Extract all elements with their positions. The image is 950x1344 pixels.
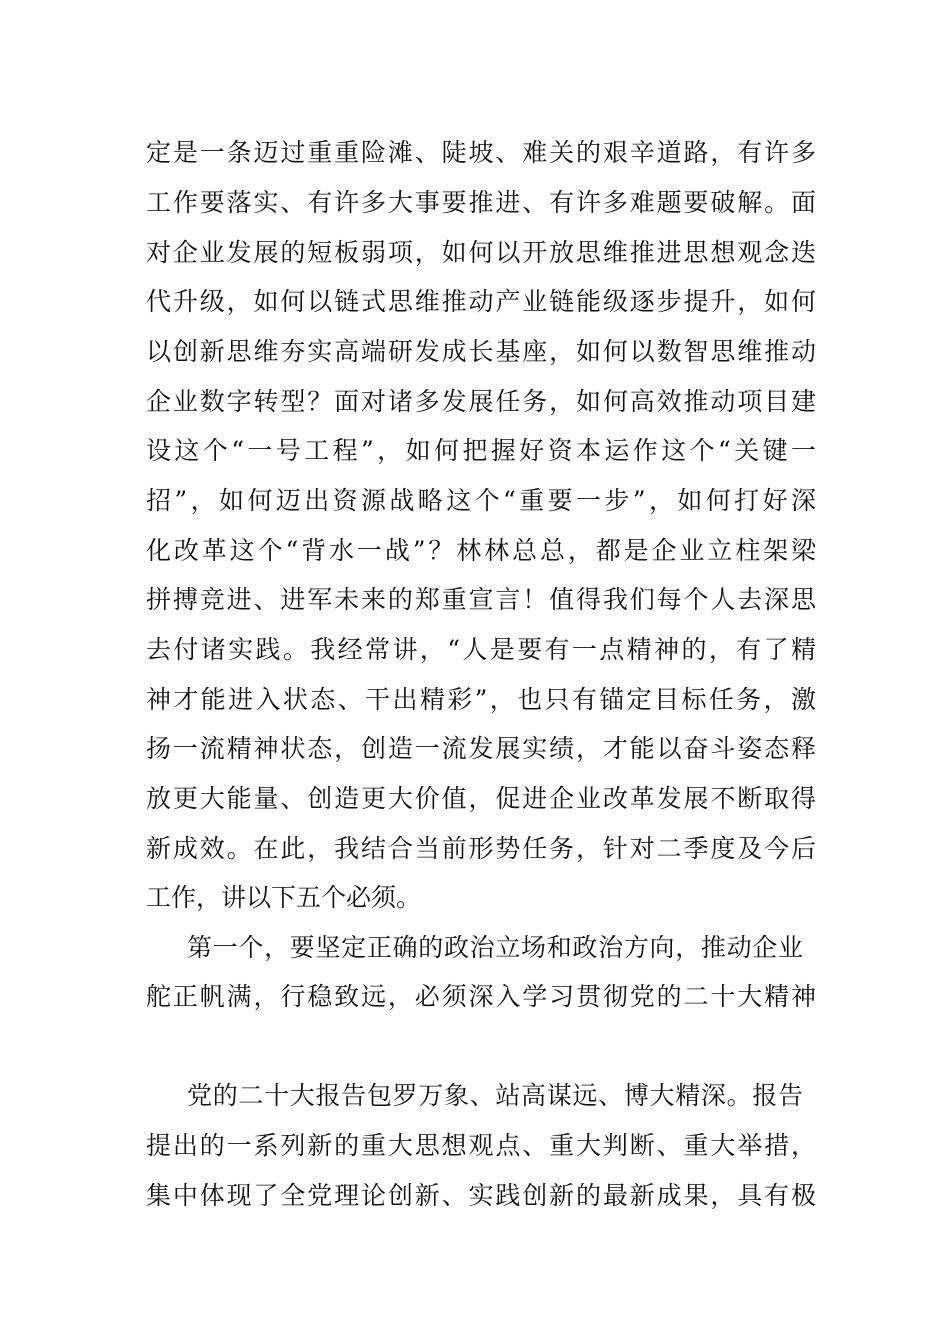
text-line: 集中体现了全党理论创新、实践创新的最新成果，具有极 xyxy=(146,1181,816,1210)
section-heading-line: 第一个，要坚定正确的政治立场和政治方向，推动企业 xyxy=(187,933,803,962)
section-heading-line: 舵正帆满，行稳致远，必须深入学习贯彻党的二十大精神 xyxy=(146,982,816,1011)
text-line: 化改革这个“背水一战”？林林总总，都是企业立柱架梁 xyxy=(146,536,816,565)
text-line: 神才能进入状态、干出精彩”，也只有锚定目标任务，激 xyxy=(146,685,816,714)
text-line: 放更大能量、创造更大价值，促进企业改革发展不断取得 xyxy=(146,784,816,813)
text-line: 拼搏竞进、进军未来的郑重宣言！值得我们每个人去深思 xyxy=(146,585,816,614)
text-line: 新成效。在此，我结合当前形势任务，针对二季度及今后 xyxy=(146,834,816,863)
text-line: 企业数字转型？面对诸多发展任务，如何高效推动项目建 xyxy=(146,387,816,416)
text-line: 提出的一系列新的重大思想观点、重大判断、重大举措， xyxy=(146,1131,816,1160)
text-line: 扬一流精神状态，创造一流发展实绩，才能以奋斗姿态释 xyxy=(146,734,816,763)
text-line: 去付诸实践。我经常讲，“人是要有一点精神的，有了精 xyxy=(146,635,816,664)
text-line: 代升级，如何以链式思维推动产业链能级逐步提升，如何 xyxy=(146,287,816,316)
text-line: 工作要落实、有许多大事要推进、有许多难题要破解。面 xyxy=(146,188,816,217)
text-line: 设这个“一号工程”，如何把握好资本运作这个“关键一 xyxy=(146,436,816,465)
text-line: 工作，讲以下五个必须。 xyxy=(146,883,422,912)
text-line: 招”，如何迈出资源战略这个“重要一步”，如何打好深 xyxy=(146,486,816,515)
text-line: 以创新思维夯实高端研发成长基座，如何以数智思维推动 xyxy=(146,337,816,366)
text-line: 党的二十大报告包罗万象、站高谋远、博大精深。报告 xyxy=(187,1081,803,1110)
text-line: 定是一条迈过重重险滩、陡坡、难关的艰辛道路，有许多 xyxy=(146,138,816,167)
text-line: 对企业发展的短板弱项，如何以开放思维推进思想观念迭 xyxy=(146,238,816,267)
